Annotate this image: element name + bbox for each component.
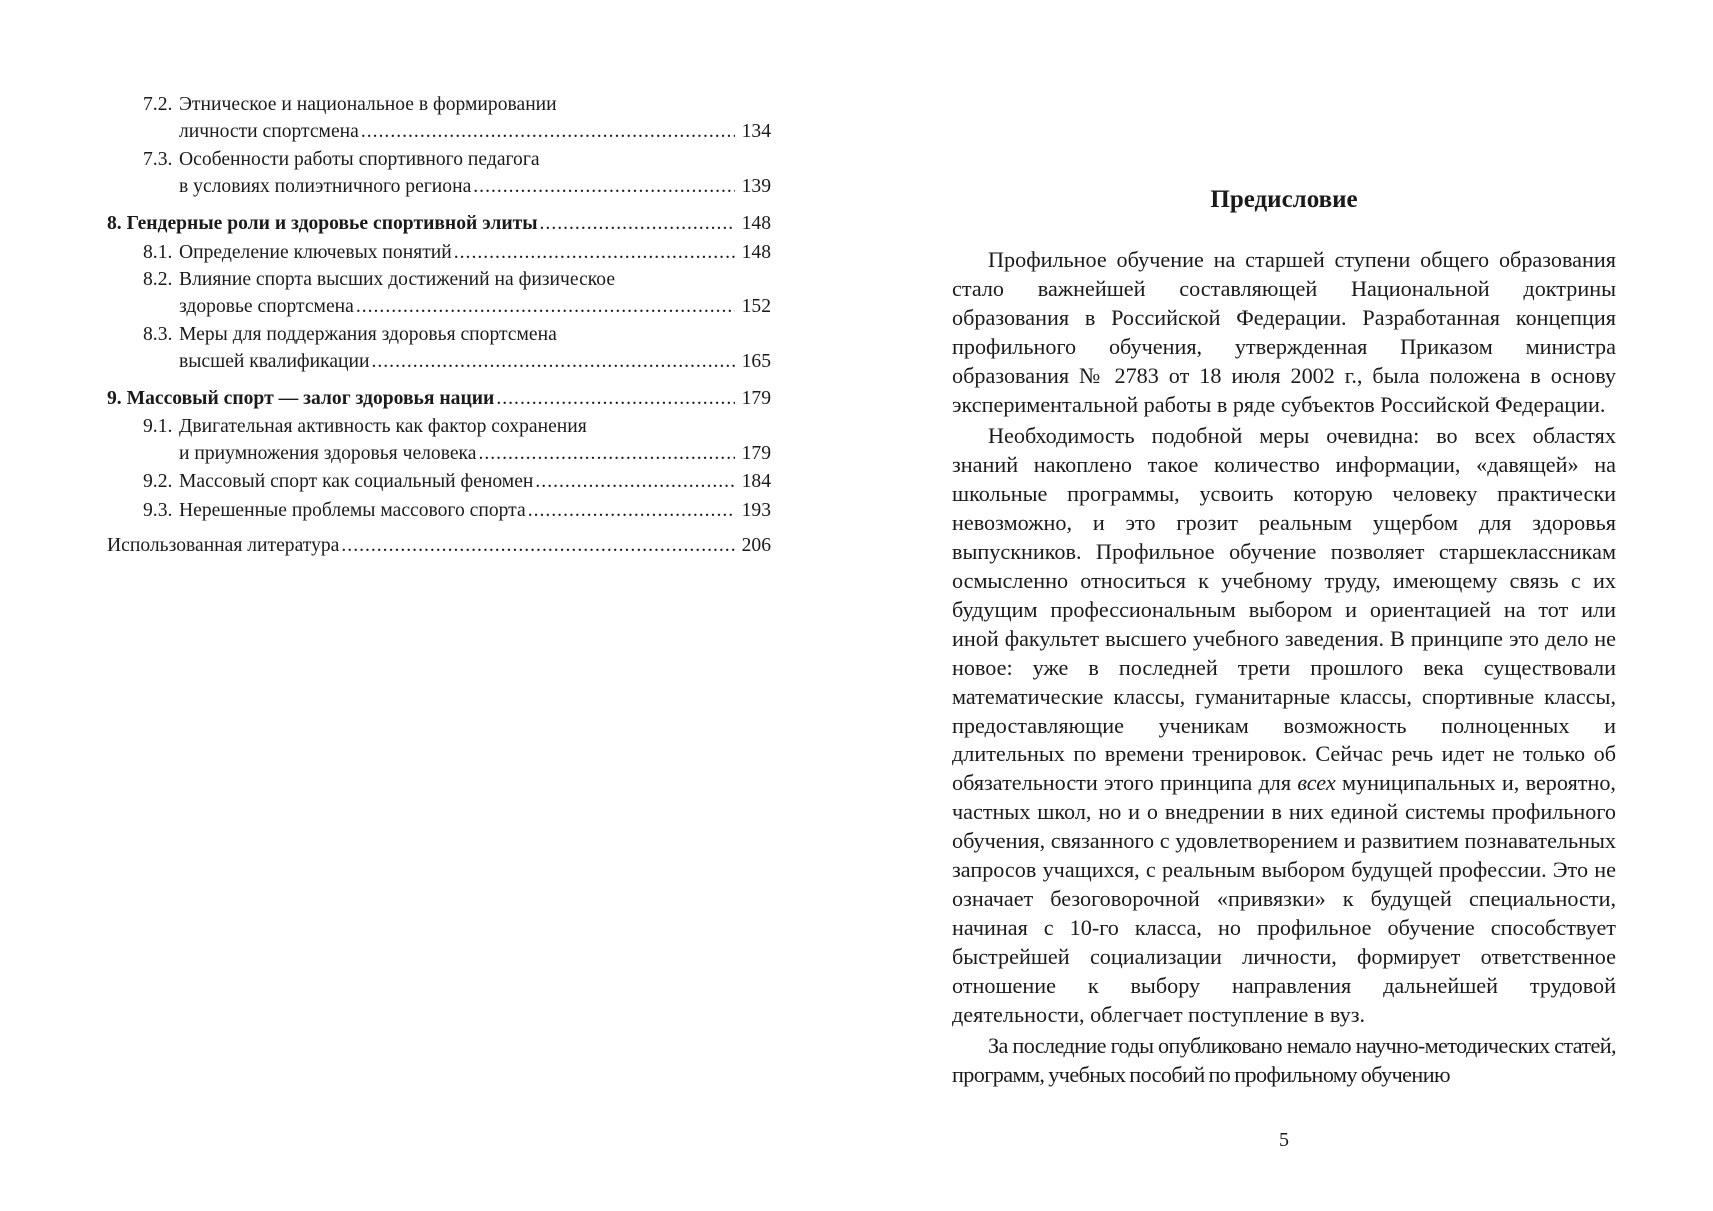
toc-title: Определение ключевых понятий: [179, 241, 452, 263]
preface-body: [952, 246, 1616, 1093]
preface-paragraph-1: Профильное обучение на старшей ступени общего образования стало важнейшей составляющей Национальной доктрины образования в Российской Федерации. Разработанная концепция профильного обучения, утвержденная Приказом министра образования № 2783 от 18 июля 2002 г., была положена в основу экспериментальной работы в ряде субъектов Российской Федерации.: [952, 247, 1616, 417]
toc-page: 148: [741, 213, 771, 234]
toc-page: 148: [741, 241, 771, 263]
toc-number: 7.3.: [143, 148, 173, 170]
toc-number: 8.3.: [143, 323, 173, 345]
preface-title: Предисловие: [1210, 186, 1358, 213]
toc-page: 206: [741, 535, 771, 556]
toc-number: 8.1.: [143, 241, 173, 263]
toc-number: 9.1.: [143, 415, 173, 437]
toc-page: 179: [741, 388, 771, 409]
toc-page: 165: [741, 350, 771, 372]
toc-entry-9-3: [107, 497, 771, 526]
toc-number: 9.2.: [143, 471, 173, 492]
preface-paragraph-2: [952, 422, 1616, 1029]
toc-title: Использованная литература: [107, 535, 340, 556]
toc-entry-7-3: [107, 147, 771, 202]
toc-number: 8.2.: [143, 269, 173, 290]
page-number: 5: [1279, 1129, 1289, 1151]
toc-title-cont: личности спортсмена: [179, 121, 359, 142]
toc-leader: [478, 440, 735, 469]
toc-leader: [371, 348, 735, 377]
toc-title: Массовый спорт как социальный феномен: [179, 471, 534, 492]
toc-entry-9-1: [107, 414, 771, 469]
toc-bibliography: [107, 532, 771, 561]
toc-leader: [454, 239, 735, 268]
toc-leader: [540, 210, 735, 239]
toc-chapter-9: [107, 385, 771, 414]
toc-entry-8-1: [107, 239, 771, 268]
toc-number: 7.2.: [143, 94, 173, 115]
toc-page: 152: [741, 296, 771, 317]
toc-leader: [361, 118, 735, 147]
toc-entry-8-2: [107, 267, 771, 322]
preface-emphasis: всех: [1297, 770, 1336, 796]
toc-leader: [341, 532, 735, 561]
toc-title-cont: и приумножения здоровья человека: [179, 442, 477, 464]
toc-entry-8-3: [107, 322, 771, 377]
preface-paragraph-2-end: муниципальных и, вероятно, частных школ, но и о внедрении в них единой системы профильного обучения, связанного с удовлетворением и развитием познавательных запросов учащихся, с реальным выбором будущей профессии. Это не означает безоговорочной «привязки» к будущей специальности, начиная с 10-го класса, но профильное обучение способствует быстрейшей социализации личности, формирует ответственное отношение к выбору направления дальнейшей трудовой деятельности, облегчает поступление в вуз.: [952, 770, 1616, 1027]
toc-title: Нерешенные проблемы массового спорта: [179, 499, 526, 521]
preface-paragraph-2-start: Необходимость подобной меры очевидна: во всех областях знаний накоплено такое количество информации, «давящей» на школьные программы, усвоить которую человеку практически невозможно, и это грозит реальным ущербом для здоровья выпускников. Профильное обучение позволяет старшеклассникам осмысленно относиться к учебному труду, имеющему связь с их будущим профессиональным выбором и ориентацией на тот или иной факультет высшего учебного заведения. В принципе это дело не новое: уже в последней трети прошлого века существовали математические классы, гуманитарные классы, спортивные классы, предоставляющие ученикам возможность полноценных и длительных по времени тренировок. Сейчас речь идет не только об обязательности этого принципа для: [952, 423, 1616, 796]
preface-paragraph-3: За последние годы опубликовано немало научно-методических статей, программ, учебных пособий по профильному обучению: [952, 1033, 1616, 1088]
toc-leader: [496, 385, 735, 414]
toc-title-cont: в условиях полиэтничного региона: [179, 175, 472, 197]
toc-chapter-8: [107, 210, 771, 239]
toc-page: 193: [741, 499, 771, 521]
table-of-contents: [107, 92, 771, 561]
toc-chapter-title: 8. Гендерные роли и здоровье спортивной элиты: [107, 213, 538, 234]
toc-title: Особенности работы спортивного педагога: [179, 148, 540, 170]
toc-title: Меры для поддержания здоровья спортсмена: [179, 323, 557, 345]
toc-leader: [356, 293, 735, 322]
toc-title-cont: высшей квалификации: [179, 350, 370, 372]
toc-page: 179: [741, 442, 771, 464]
toc-title-cont: здоровье спортсмена: [179, 296, 354, 317]
toc-leader: [528, 497, 735, 526]
toc-entry-9-2: [107, 468, 771, 497]
toc-title: Влияние спорта высших достижений на физическое: [179, 269, 616, 290]
toc-title: Этническое и национальное в формировании: [179, 94, 557, 115]
toc-leader: [473, 173, 735, 202]
toc-number: 9.3.: [143, 499, 173, 521]
toc-page: 139: [741, 175, 771, 197]
toc-leader: [535, 468, 735, 497]
toc-chapter-title: 9. Массовый спорт — залог здоровья нации: [107, 388, 495, 409]
toc-page: 134: [741, 121, 771, 142]
toc-entry-7-2: [107, 92, 771, 147]
toc-title: Двигательная активность как фактор сохранения: [179, 415, 587, 437]
toc-page: 184: [741, 471, 771, 492]
